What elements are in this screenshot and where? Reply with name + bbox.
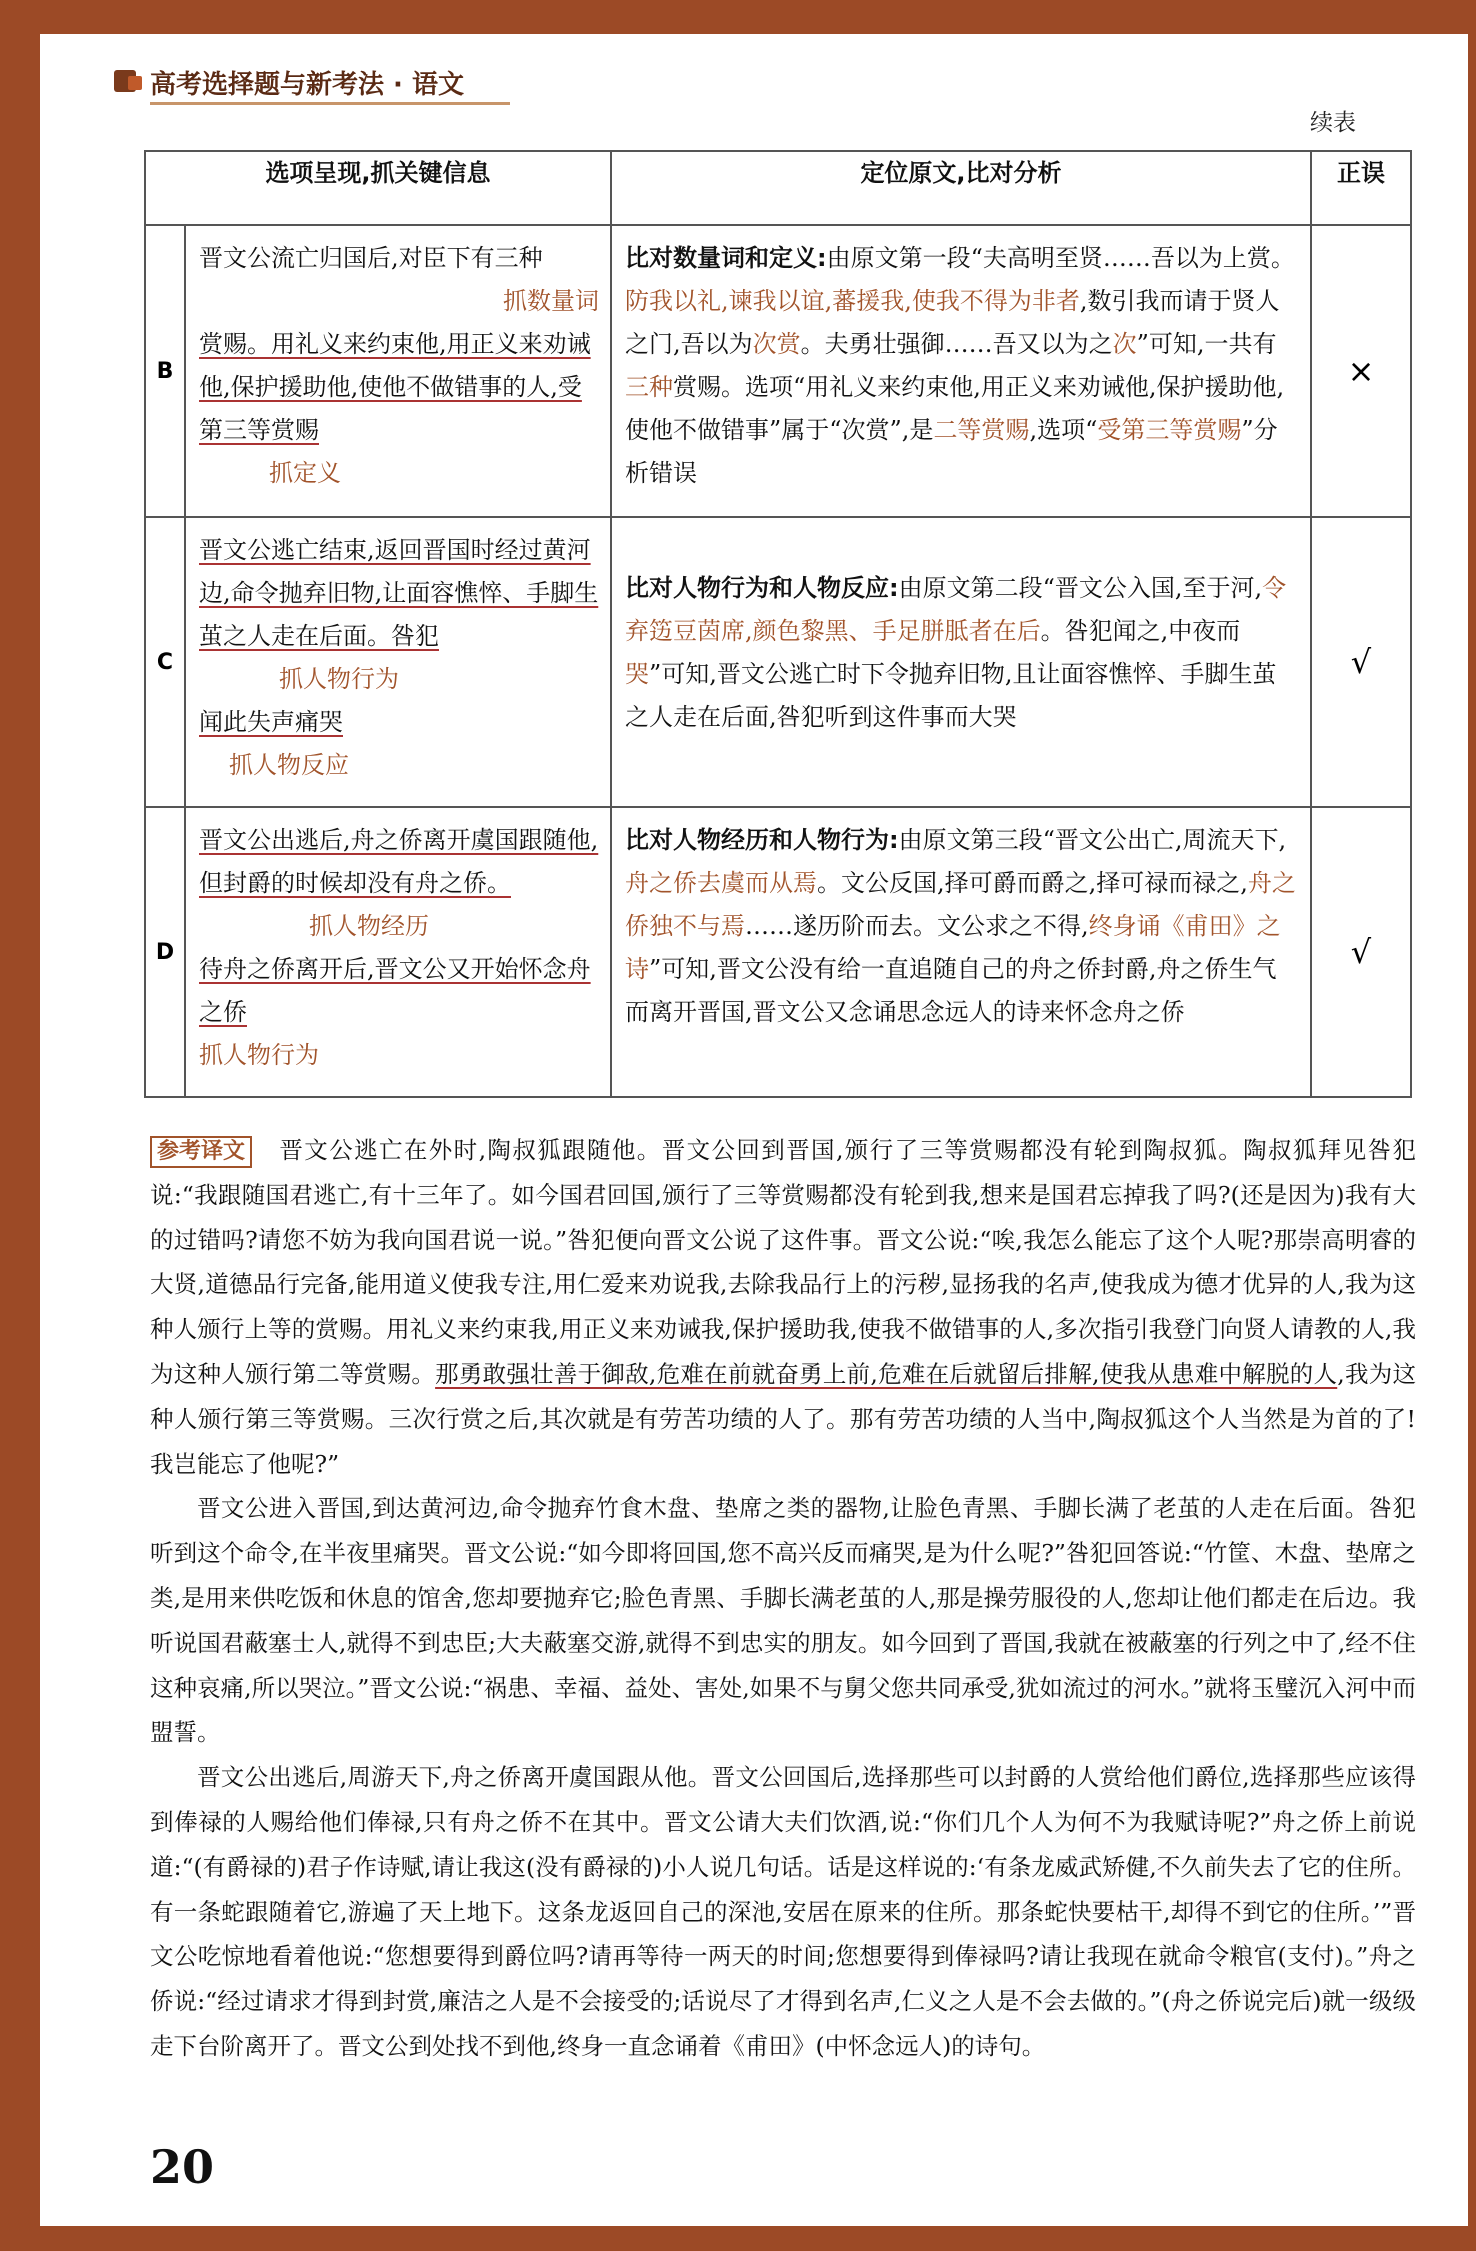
reference-translation [150, 1128, 1416, 2069]
option-text: 晋文公逃亡结束,返回晋国时经过黄河边,命令抛弃旧物,让面容憔悴、手脚生茧之人走在后面。咎犯 [199, 536, 599, 650]
analysis-text: 由原文第二段“晋文公入国,至于河, [898, 574, 1263, 602]
annotation: 抓人物反应 [229, 751, 349, 779]
option-cell [185, 807, 611, 1097]
analysis-highlight: 次 [1112, 330, 1137, 358]
annotation: 抓人物行为 [279, 665, 399, 693]
option-cell [185, 517, 611, 807]
analysis-text: ”可知,晋文公没有给一直追随自己的舟之侨封爵,舟之侨生气而离开晋国,晋文公又念诵思念远人的诗来怀念舟之侨 [625, 955, 1277, 1026]
judgement-mark: √ [1311, 807, 1411, 1097]
translation-underlined: 那勇敢强壮善于御敌,危难在前就奋勇上前,危难在后就留后排解,使我从患难中解脱的人 [435, 1359, 1338, 1388]
page-number: 20 [150, 2140, 215, 2194]
translation-paragraph: 晋文公进入晋国,到达黄河边,命令抛弃竹食木盘、垫席之类的器物,让脸色青黑、手脚长满了老茧的人走在后面。咎犯听到这个命令,在半夜里痛哭。晋文公说:“如今即将回国,您不高兴反而痛哭,是为什么呢?”咎犯回答说:“竹筐、木盘、垫席之类,是用来供吃饭和休息的馆舍,您却要抛弃它;脸色青黑、手脚长满老茧的人,那是操劳服役的人,您却让他们都走在后边。我听说国君蔽塞士人,就得不到忠臣;大夫蔽塞交游,就得不到忠实的朋友。如今回到了晋国,我就在被蔽塞的行列之中了,经不住这种哀痛,所以哭泣。”晋文公说:“祸患、幸福、益处、害处,如果不与舅父您共同承受,犹如流过的河水。”就将玉璧沉入河中而盟誓。 [150, 1494, 1416, 1747]
judgement-mark: √ [1311, 517, 1411, 807]
header-title: 高考选择题与新考法 · 语文 [150, 70, 464, 100]
analysis-highlight: 防我以礼,谏我以谊,蕃援我,使我不得为非者 [625, 287, 1080, 315]
translation-text: 晋文公逃亡在外时,陶叔狐跟随他。晋文公回到晋国,颁行了三等赏赐都没有轮到陶叔狐。陶叔狐拜见咎犯说:“我跟随国君逃亡,有十三年了。如今国君回国,颁行了三等赏赐都没有轮到我,想来是国君忘掉我了吗?(还是因为)我有大的过错吗?请您不妨为我向国君说一说。”咎犯便向晋文公说了这件事。晋文公说:“唉,我怎么能忘了这个人呢?那崇高明睿的大贤,道德品行完备,能用道义使我专注,用仁爱来劝说我,去除我品行上的污秽,显扬我的名声,使我成为德才优异的人,我为这种人颁行上等的赏赐。用礼义来约束我,用正义来劝诫我,保护援助我,使我不做错事的人,多次指引我登门向贤人请教的人,我为这种人颁行第二等赏赐。 [150, 1136, 1416, 1388]
option-letter: C [145, 517, 185, 807]
annotation: 抓人物经历 [309, 912, 429, 940]
option-text: 晋文公出逃后,舟之侨离开虞国跟随他,但封爵的时候却没有舟之侨。 [199, 826, 599, 897]
analysis-highlight: 终身诵《甫田》之诗 [625, 912, 1281, 983]
option-text: 闻此失声痛哭 [199, 708, 343, 736]
analysis-text: 由原文第一段“夫高明至贤……吾以为上赏。 [826, 244, 1295, 272]
analysis-text: 由原文第三段“晋文公出亡,周流天下, [898, 826, 1287, 854]
analysis-cell [611, 807, 1311, 1097]
option-letter: B [145, 225, 185, 517]
analysis-highlight: 舟之侨去虞而从焉 [625, 869, 817, 897]
table-row [145, 225, 1411, 517]
analysis-label: 比对人物行为和人物反应: [625, 574, 899, 602]
annotation: 抓人物行为 [199, 1041, 319, 1069]
table-header-row [145, 151, 1411, 225]
analysis-label: 比对数量词和定义: [625, 244, 827, 272]
analysis-label: 比对人物经历和人物行为: [625, 826, 899, 854]
header-judgement: 正误 [1311, 151, 1411, 225]
continued-label: 续表 [1310, 110, 1356, 136]
analysis-cell [611, 517, 1311, 807]
analysis-text: ”分析错误 [625, 416, 1278, 487]
translation-paragraph [150, 1128, 1416, 1486]
analysis-highlight: 舟之侨独不与焉 [625, 869, 1296, 940]
analysis-highlight: 令弃笾豆茵席,颜色黎黑、手足胼胝者在后 [625, 574, 1287, 645]
header-divider [150, 102, 510, 105]
option-text: 待舟之侨离开后,晋文公又开始怀念舟之侨 [199, 955, 591, 1026]
table-row [145, 807, 1411, 1097]
option-letter: D [145, 807, 185, 1097]
analysis-text: ”可知,一共有 [1136, 330, 1277, 358]
analysis-text: ……遂历阶而去。文公求之不得, [745, 912, 1089, 940]
option-text: 晋文公流亡归国后,对臣下有三种 [199, 244, 543, 272]
judgement-mark: × [1311, 225, 1411, 517]
header-options: 选项呈现,抓关键信息 [145, 151, 611, 225]
analysis-highlight: 二等赏赐 [933, 416, 1030, 444]
analysis-text: ,选项“ [1029, 416, 1098, 444]
table-row [145, 517, 1411, 807]
translation-tag: 参考译文 [150, 1136, 252, 1168]
page-header [70, 60, 1440, 120]
analysis-text: 。咎犯闻之,中夜而 [1040, 617, 1241, 645]
analysis-text: ,数引我而请于贤人之门,吾以为 [625, 287, 1280, 358]
analysis-text: 赏赐。选项“用礼义来约束他,用正义来劝诫他,保护援助他,使他不做错事”属于“次赏”,是 [625, 373, 1285, 444]
book-icon-accent [128, 76, 142, 90]
annotation: 抓定义 [269, 459, 341, 487]
analysis-cell [611, 225, 1311, 517]
annotation: 抓数量词 [503, 287, 599, 315]
translation-text: ,我为这种人颁行第三等赏赐。三次行赏之后,其次就是有劳苦功绩的人了。那有劳苦功绩的人当中,陶叔狐这个人当然是为首的了!我岂能忘了他呢?” [150, 1359, 1416, 1478]
analysis-text: 。文公反国,择可爵而爵之,择可禄而禄之, [817, 869, 1248, 897]
analysis-text: ”可知,晋文公逃亡时下令抛弃旧物,且让面容憔悴、手脚生茧之人走在后面,咎犯听到这件事而大哭 [625, 660, 1277, 731]
option-text: 赏赐。用礼义来约束他,用正义来劝诫他,保护援助他,使他不做错事的人,受第三等赏赐 [199, 330, 591, 444]
header-analysis: 定位原文,比对分析 [611, 151, 1311, 225]
option-cell [185, 225, 611, 517]
analysis-text: 。夫勇壮强御……吾又以为之 [800, 330, 1113, 358]
analysis-table [144, 150, 1412, 1098]
analysis-highlight: 哭 [625, 660, 649, 688]
translation-paragraph: 晋文公出逃后,周游天下,舟之侨离开虞国跟从他。晋文公回国后,选择那些可以封爵的人赏给他们爵位,选择那些应该得到俸禄的人赐给他们俸禄,只有舟之侨不在其中。晋文公请大夫们饮酒,说:“你们几个人为何不为我赋诗呢?”舟之侨上前说道:“(有爵禄的)君子作诗赋,请让我这(没有爵禄的)小人说几句话。话是这样说的:‘有条龙威武矫健,不久前失去了它的住所。有一条蛇跟随着它,游遍了天上地下。这条龙返回自己的深池,安居在原来的住所。那条蛇快要枯干,却得不到它的住所。’”晋文公吃惊地看着他说:“您想要得到爵位吗?请再等待一两天的时间;您想要得到俸禄吗?请让我现在就命令粮官(支付)。”舟之侨说:“经过请求才得到封赏,廉洁之人是不会接受的;话说尽了才得到名声,仁义之人是不会去做的。”(舟之侨说完后)就一级级走下台阶离开了。晋文公到处找不到他,终身一直念诵着《甫田》(中怀念远人)的诗句。 [150, 1763, 1416, 2060]
analysis-highlight: 三种 [625, 373, 673, 401]
analysis-highlight: 受第三等赏赐 [1097, 416, 1242, 444]
analysis-highlight: 次赏 [752, 330, 801, 358]
